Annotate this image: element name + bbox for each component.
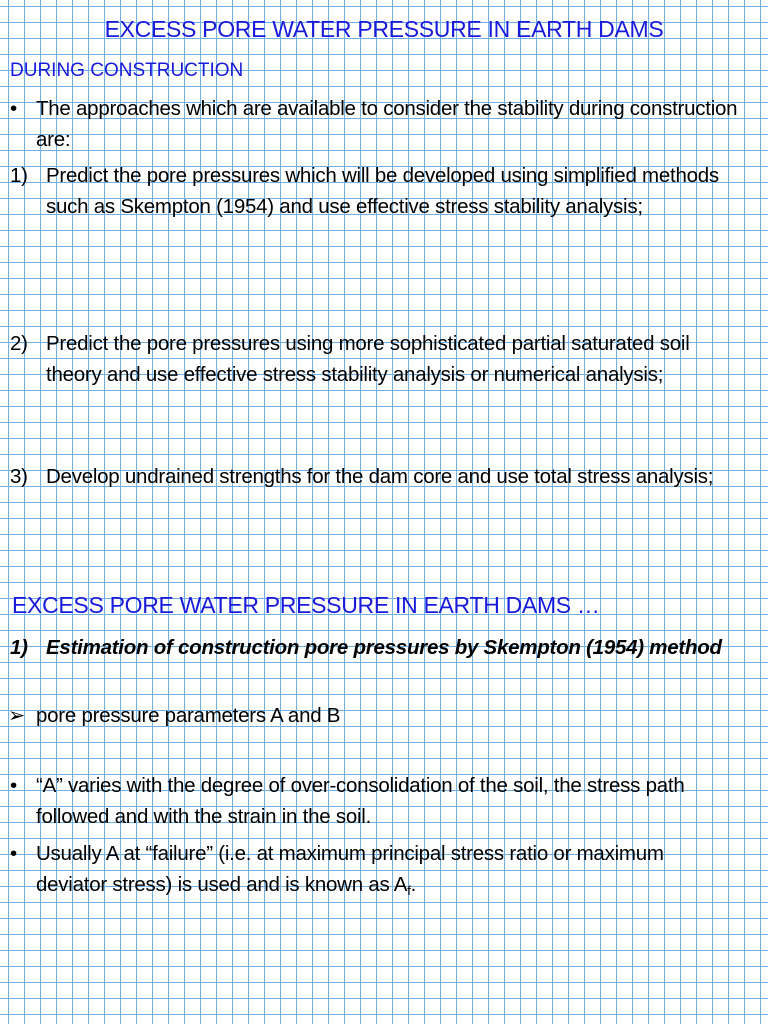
intro-bullet-text: The approaches which are available to consider the stability during construction are: (36, 97, 738, 151)
bullet-text-end: . (410, 873, 417, 896)
numbered-item-text: Predict the pore pressures using more sophisticated partial saturated soil theory and use effective stress stability analysis or numerical analysis; (46, 332, 690, 386)
bullet-text (10, 838, 710, 906)
numbered-item-marker: 1) (10, 636, 28, 659)
section1-subheading: DURING CONSTRUCTION (10, 60, 244, 81)
subscript-f: f (407, 883, 411, 898)
bullet-marker: • (10, 97, 17, 120)
numbered-item-text: Predict the pore pressures which will be developed using simplified methods such as Skempton (1954) and use effective stress stability analysis; (46, 164, 719, 218)
section2-title: EXCESS PORE WATER PRESSURE IN EARTH DAMS … (12, 592, 600, 618)
arrow-bullet-text: pore pressure parameters A and B (36, 704, 341, 727)
numbered-item-1 (10, 160, 750, 222)
bullet-text: “A” varies with the degree of over-consolidation of the soil, the stress path followed and with the strain in the soil. (36, 774, 685, 828)
numbered-item-text: Estimation of construction pore pressures by Skempton (1954) method (46, 636, 722, 659)
numbered-item-marker: 1) (10, 164, 28, 187)
arrow-bullet-item (8, 700, 748, 731)
bullet-marker: • (10, 774, 17, 797)
numbered-item-text: Develop undrained strengths for the dam core and use total stress analysis; (46, 465, 714, 488)
numbered-item-marker: 2) (10, 332, 28, 355)
bullet-marker: • (10, 842, 17, 865)
section2-bullet-1 (10, 770, 762, 832)
numbered-item-3 (10, 461, 750, 492)
arrow-bullet-icon: ➢ (8, 704, 25, 727)
intro-bullet-item (10, 93, 750, 155)
numbered-item-2 (10, 328, 730, 390)
bullet-text-main: Usually A at “failure” (i.e. at maximum principal stress ratio or maximum deviator stress) is used and is known as A (36, 842, 664, 896)
section2-bullet-2 (10, 838, 710, 906)
numbered-item-marker: 3) (10, 465, 28, 488)
section1-title: EXCESS PORE WATER PRESSURE IN EARTH DAMS (104, 16, 664, 42)
section2-numbered-item-1 (10, 632, 750, 663)
